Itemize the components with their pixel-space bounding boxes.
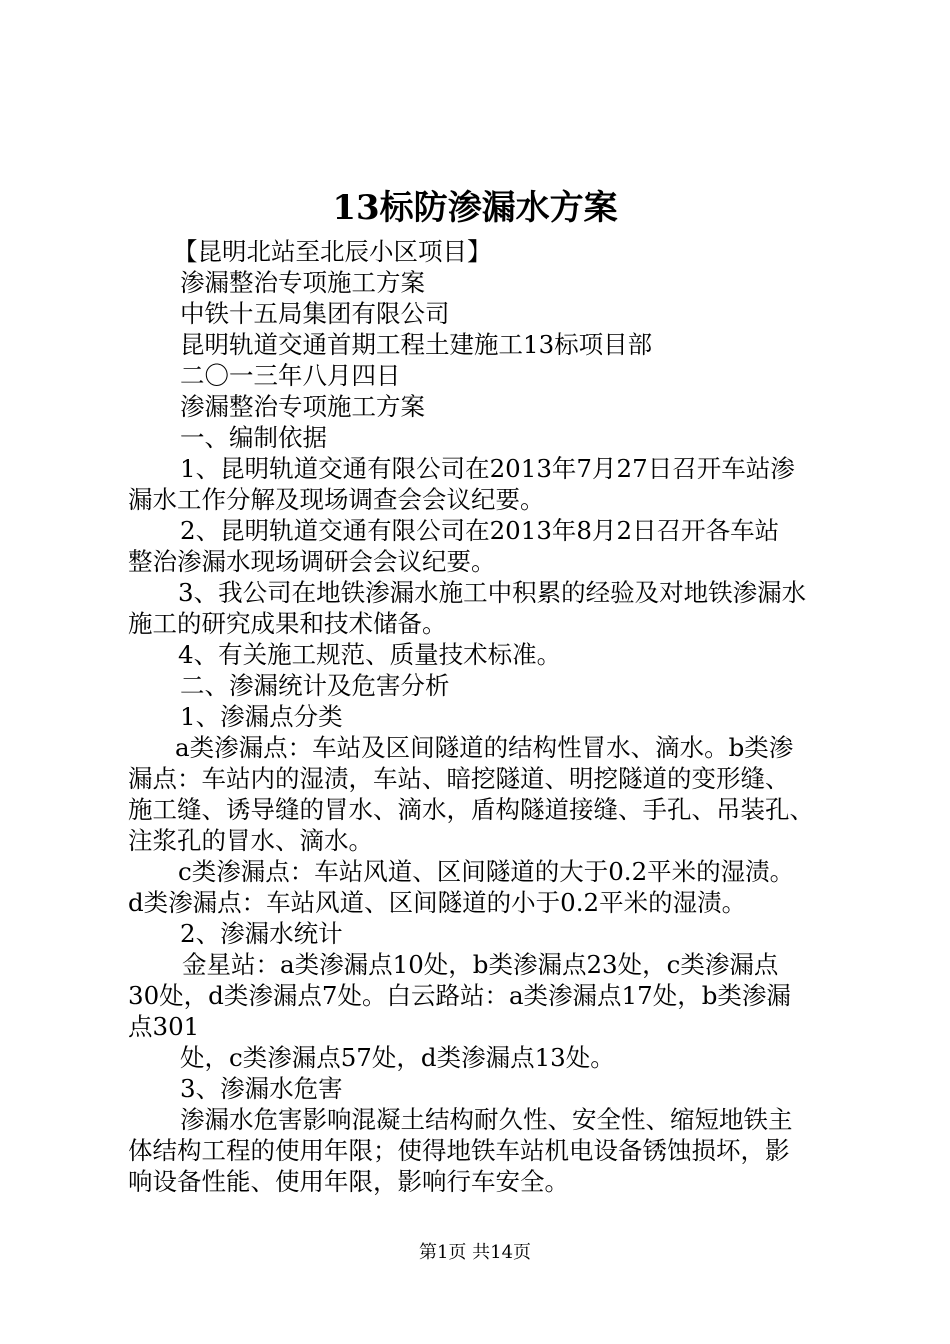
paragraph-line: 体结构工程的使用年限；使得地铁车站机电设备锈蚀损坏，影 (128, 1136, 790, 1165)
paragraph-line: 施工缝、诱导缝的冒水、滴水，盾构隧道接缝、手孔、吊装孔、 (128, 795, 814, 824)
paragraph-line: 注浆孔的冒水、滴水。 (128, 826, 373, 855)
paragraph-line: 1、昆明轨道交通有限公司在2013年7月27日召开车站渗 (180, 454, 795, 483)
date-line: 二〇一三年八月四日 (180, 361, 401, 390)
paragraph-line: c类渗漏点：车站风道、区间隧道的大于0.2平米的湿渍。 (178, 857, 795, 886)
paragraph-line: 30处，d类渗漏点7处。白云路站：a类渗漏点17处，b类渗漏 (128, 981, 791, 1010)
paragraph-line: 金星站：a类渗漏点10处，b类渗漏点23处，c类渗漏点 (182, 950, 779, 979)
paragraph-line: 处，c类渗漏点57处，d类渗漏点13处。 (180, 1043, 615, 1072)
paragraph-line: 渗漏水危害影响混凝土结构耐久性、安全性、缩短地铁主 (180, 1105, 793, 1134)
document-title: 13标防渗漏水方案 (332, 188, 618, 228)
paragraph-line: d类渗漏点：车站风道、区间隧道的小于0.2平米的湿渍。 (128, 888, 747, 917)
section-heading: 二、渗漏统计及危害分析 (180, 671, 450, 700)
paragraph-line: 漏水工作分解及现场调查会会议纪要。 (128, 485, 545, 514)
department-line: 昆明轨道交通首期工程土建施工13标项目部 (180, 330, 653, 359)
paragraph-line: 整治渗漏水现场调研会会议纪要。 (128, 547, 496, 576)
subsection-heading: 3、渗漏水危害 (180, 1074, 343, 1103)
paragraph-line: a类渗漏点：车站及区间隧道的结构性冒水、滴水。b类渗 (175, 733, 794, 762)
paragraph-line: 点301 (128, 1012, 200, 1041)
paragraph-line: 漏点：车站内的湿渍，车站、暗挖隧道、明挖隧道的变形缝、 (128, 764, 790, 793)
paragraph-line: 响设备性能、使用年限，影响行车安全。 (128, 1167, 569, 1196)
section-heading: 一、编制依据 (180, 423, 327, 452)
page-number-footer: 第1页 共14页 (418, 1242, 532, 1263)
paragraph-line: 施工的研究成果和技术储备。 (128, 609, 447, 638)
plan-subtitle-line: 渗漏整治专项施工方案 (180, 268, 425, 297)
company-line: 中铁十五局集团有限公司 (180, 299, 450, 328)
subsection-heading: 1、渗漏点分类 (180, 702, 343, 731)
subsection-heading: 2、渗漏水统计 (180, 919, 343, 948)
plan-heading-line: 渗漏整治专项施工方案 (180, 392, 425, 421)
paragraph-line: 2、昆明轨道交通有限公司在2013年8月2日召开各车站 (180, 516, 780, 545)
paragraph-line: 3、我公司在地铁渗漏水施工中积累的经验及对地铁渗漏水 (178, 578, 807, 607)
project-name-line: 【昆明北站至北辰小区项目】 (173, 237, 492, 266)
paragraph-line: 4、有关施工规范、质量技术标准。 (178, 640, 562, 669)
